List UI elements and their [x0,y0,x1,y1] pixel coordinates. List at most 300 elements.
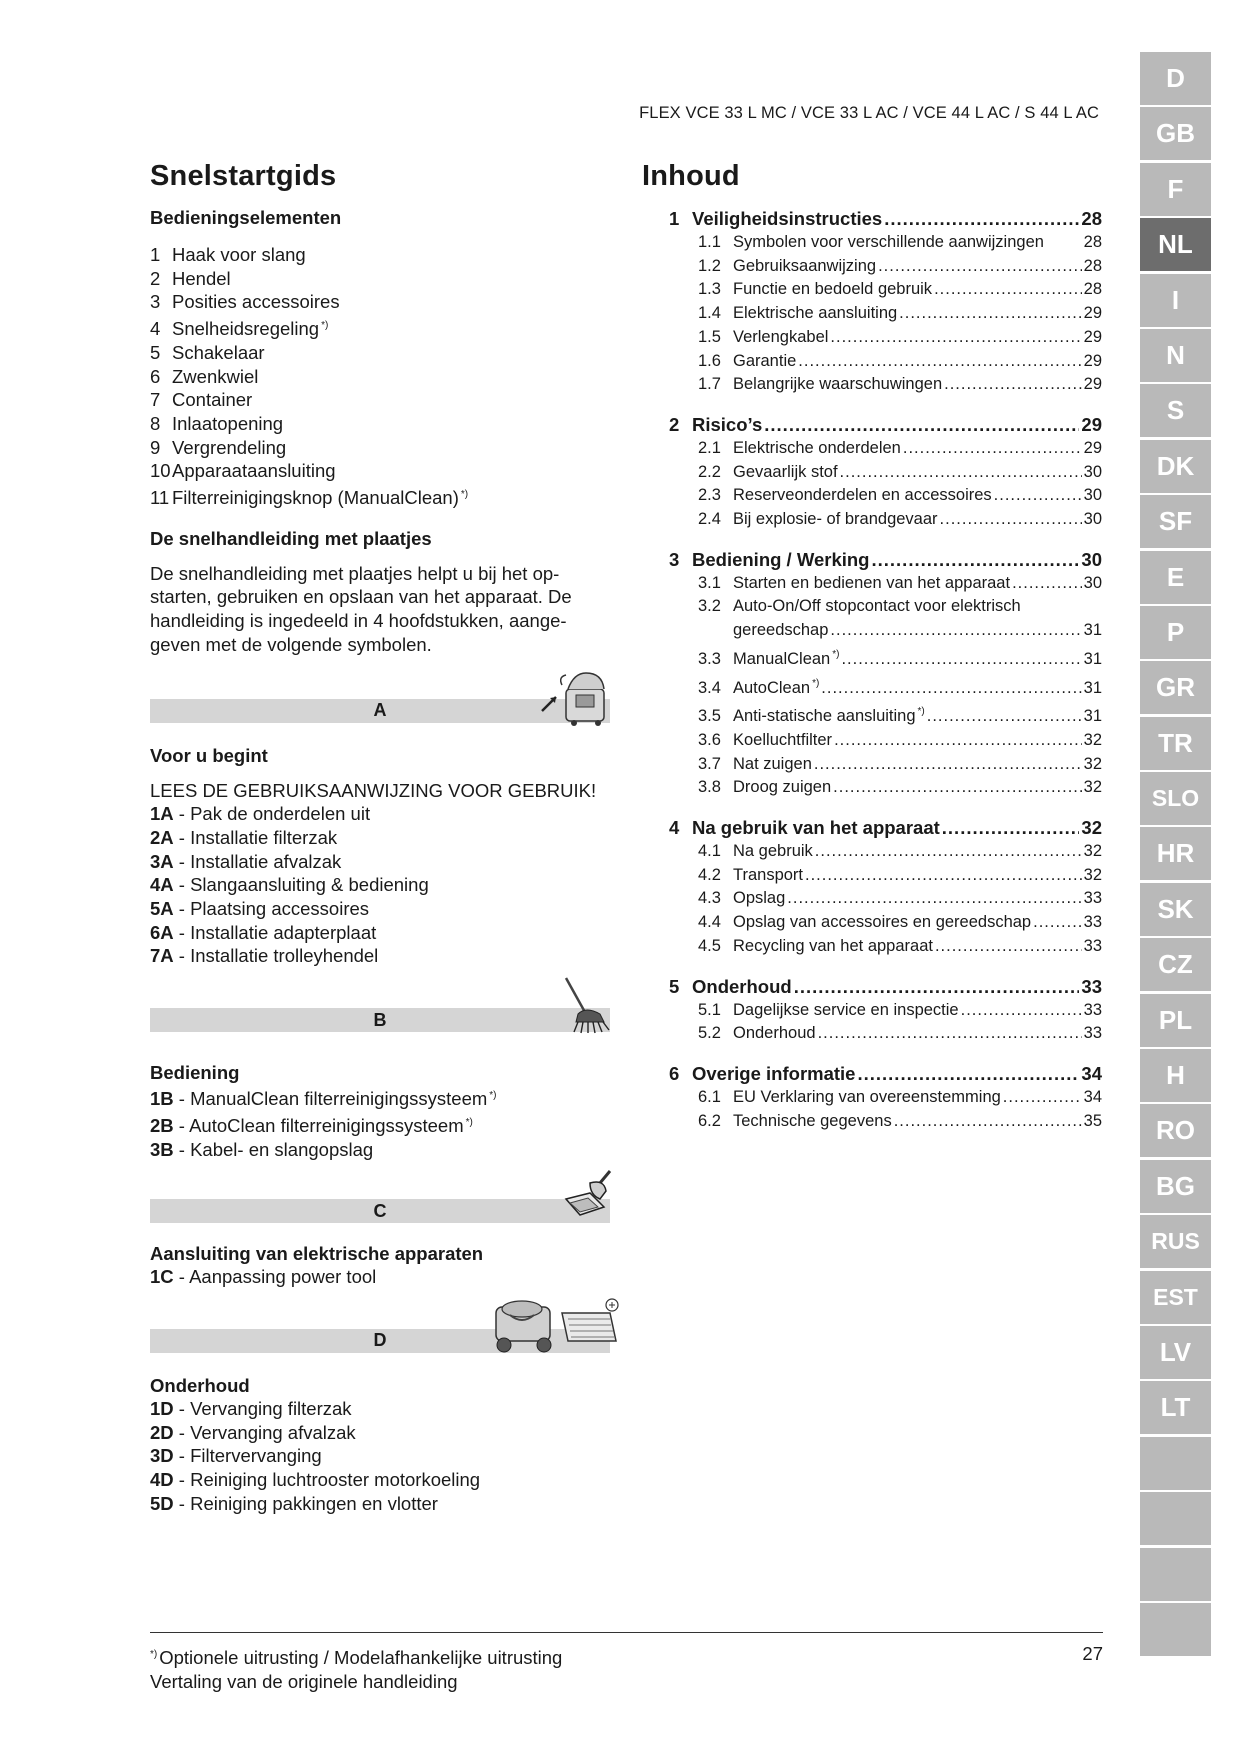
toc-sub-number: 1.1 [698,233,721,251]
toc-page: 30 [1083,573,1102,592]
toc-sub-title: Technische gegevens [733,1111,892,1130]
item-label: - Pak de onderdelen uit [173,803,371,825]
item-code: 4A [150,874,174,896]
toc-sub-title: Dagelijkse service en inspectie [733,1000,959,1019]
vacuum-unpack-icon [536,667,614,727]
toc-subsection[interactable] [642,350,1102,374]
control-item [150,267,610,291]
toc-sub-number: 3.1 [698,573,721,592]
toc-page: 31 [1083,621,1102,640]
toc-page: 32 [1081,817,1102,839]
language-tab-nl[interactable]: NL [1140,218,1211,271]
item-label: - Kabel- en slangopslag [173,1138,374,1160]
toc-sub-title: Gevaarlijk stof [733,462,838,481]
list-item [150,921,610,945]
toc-section-number: 1 [669,208,680,229]
toc-section [642,548,1102,800]
language-tab-empty-28 [1140,1603,1211,1656]
toc-subsection[interactable] [642,595,1102,642]
list-item [150,1265,610,1289]
toc-section-heading[interactable] [642,816,1102,840]
toc-section-row [670,548,1102,572]
toc-subsection[interactable] [642,1022,1102,1046]
language-tab-empty-25 [1140,1437,1211,1490]
language-tab-lv[interactable]: LV [1140,1326,1211,1379]
toc-section-number: 6 [669,1062,680,1084]
chapter-letter-a: A [373,700,387,721]
language-tab-empty-27 [1140,1548,1211,1601]
toc-sub-title: Opslag [733,889,786,908]
language-tab-pl[interactable]: PL [1140,994,1211,1047]
toc-leader [815,840,1082,864]
toc-sub-row [698,840,1102,864]
language-tab-empty-26 [1140,1492,1211,1545]
item-label: - ManualClean filterreinigingssysteem [173,1088,488,1110]
control-item [150,365,610,389]
toc-sub-number: 3.8 [698,778,721,797]
item-code: 2A [150,826,174,848]
toc-page: 30 [1083,486,1102,505]
toc-subsection[interactable] [642,643,1102,672]
control-label: Vergrendeling [172,436,287,458]
toc-sub-row [698,350,1102,374]
item-code: 1C [150,1266,174,1288]
control-number: 5 [150,341,161,363]
toc-leader [935,935,1082,959]
toc-page: 35 [1083,1111,1102,1130]
toc-section-title: Bediening / Werking [692,548,870,570]
language-tab-f[interactable]: F [1140,163,1211,216]
item-label: - Aanpassing power tool [173,1266,377,1288]
toc-leader [830,326,1081,350]
toc-sub-row [698,302,1102,326]
toc-leader [834,729,1082,753]
toc-section-title: Overige informatie [692,1062,856,1084]
toc-subsection[interactable] [642,1110,1102,1134]
list-item [150,944,610,968]
toc-page: 30 [1081,548,1102,570]
language-tab-est[interactable]: EST [1140,1271,1211,1324]
chapter-bar-a [150,699,610,723]
item-code: 3A [150,850,174,872]
toc-section-heading[interactable] [642,207,1102,231]
toc-section-heading[interactable] [642,548,1102,572]
toc-subsection[interactable] [642,255,1102,279]
chapter-d-heading: Onderhoud [150,1374,250,1396]
toc-leader [841,648,1081,672]
toc-leader [1012,572,1082,596]
toc-sub-row [698,1086,1102,1110]
toc-sub-row [698,326,1102,350]
language-tab-d[interactable]: D [1140,52,1211,105]
toc-subsection[interactable] [642,935,1102,959]
toc-sub-title: Auto-On/Off stopcontact voor elektrisch [733,597,1021,616]
toc-sub-title-wrap [698,864,803,888]
table-of-contents [642,207,1102,1133]
language-tab-cz[interactable]: CZ [1140,938,1211,991]
item-label: - Reiniging luchtrooster motorkoeling [173,1469,481,1491]
item-label: - Slangaansluiting & bediening [173,874,429,896]
toc-title: Inhoud [642,160,740,192]
item-code: 1A [150,803,174,825]
toc-subsection[interactable] [642,572,1102,596]
toc-sub-number: 3.6 [698,730,721,749]
footer-rule [150,1632,1103,1633]
list-item [150,1468,610,1492]
toc-sub-number: 5.2 [698,1024,721,1043]
toc-page: 33 [1083,1000,1102,1019]
control-number: 7 [150,389,161,411]
toc-page: 30 [1083,510,1102,529]
quickstart-column [150,160,610,1516]
language-tab-tr[interactable]: TR [1140,717,1211,770]
toc-sub-row [698,508,1102,532]
toc-sub-title: Transport [733,865,803,884]
toc-sub-row [698,255,1102,279]
toc-subsection[interactable] [642,672,1102,701]
toc-sub-title-wrap [698,231,1044,255]
toc-page: 33 [1083,889,1102,908]
toc-sub-row [698,672,1102,701]
controls-list [150,243,610,510]
toc-page: 28 [1081,208,1102,229]
control-label: Snelheidsregeling [172,318,320,340]
control-label: Zwenkwiel [172,365,259,387]
maintenance-icon [488,1295,624,1357]
toc-sub-title-wrap [698,484,992,508]
toc-subsection[interactable] [642,508,1102,532]
toc-leader [798,350,1081,374]
toc-sub-title: Verlengkabel [733,327,829,346]
toc-sub-number: 4.2 [698,865,721,884]
toc-section [642,975,1102,1046]
toc-subsection[interactable] [642,231,1102,255]
toc-page: 32 [1083,842,1102,861]
toc-sub-title: AutoClean [733,678,811,697]
toc-page: 33 [1083,936,1102,955]
page-number: 27 [1082,1643,1103,1664]
toc-section-heading[interactable] [642,1062,1102,1086]
toc-sub-title-wrap [698,1086,1001,1110]
toc-sub-title: Bij explosie- of brandgevaar [733,510,938,529]
guide-text: De snelhandleiding met plaatjes helpt u bij het opstarten, gebruiken en opslaan van het apparaat. De handleiding is ingedeeld in 4 hoofdstukken, aangegeven met de volgende symbolen. [150,562,572,655]
chapter-a-intro: LEES DE GEBRUIKSAANWIJZING VOOR GEBRUIK! [150,779,597,801]
toc-sub-number: 1.4 [698,304,721,323]
toc-sub-title: Garantie [733,351,797,370]
toc-sub-number: 3.2 [698,597,721,616]
language-tab-n[interactable]: N [1140,329,1211,382]
toc-sub-row [698,729,1102,753]
control-item [150,243,610,267]
toc-sub-number: 3.4 [698,678,721,697]
toc-sub-row [698,753,1102,777]
language-tab-h[interactable]: H [1140,1049,1211,1102]
optional-mark: *) [489,1090,497,1102]
toc-sub-title-wrap [698,1110,892,1134]
language-tab-lt[interactable]: LT [1140,1381,1211,1434]
toc-sub-row [698,231,1102,255]
control-label: Apparaataansluiting [172,460,336,482]
control-number: 4 [150,318,161,340]
toc-leader [927,705,1082,729]
toc-page: 32 [1083,754,1102,773]
chapter-d-list [150,1397,610,1516]
toc-sub-row [698,864,1102,888]
toc-page: 29 [1081,413,1102,435]
control-number: 11 [150,487,170,509]
toc-sub-title-cont: gereedschap [733,621,829,640]
toc-leader [961,999,1082,1023]
toc-subsection[interactable] [642,887,1102,911]
toc-page: 29 [1083,351,1102,370]
toc-section-number: 5 [669,975,680,997]
language-tabs [1140,52,1211,1658]
toc-sub-number: 3.7 [698,754,721,773]
toc-sub-title-wrap [698,437,901,461]
toc-sub-title-wrap [698,887,785,911]
control-item [150,290,610,314]
control-label: Container [172,389,253,411]
toc-page: 28 [1083,256,1102,275]
footer-translation: Vertaling van de originele handleiding [150,1671,458,1692]
toc-subsection[interactable] [642,437,1102,461]
toc-sub-title-wrap [698,1022,816,1046]
toc-sub-title-wrap [698,700,925,729]
toc-sub-number: 2.4 [698,510,721,529]
language-tab-sk[interactable]: SK [1140,883,1211,936]
toc-page: 32 [1083,865,1102,884]
toc-sub-number: 2.1 [698,438,721,457]
item-label: - Plaatsing accessoires [173,898,370,920]
toc-sub-row [698,935,1102,959]
toc-sub-number: 3.5 [698,707,721,726]
control-number: 8 [150,412,161,434]
toc-sub-title: Anti-statische aansluiting [733,707,916,726]
chapter-b-list [150,1084,610,1161]
toc-subsection[interactable] [642,999,1102,1023]
item-code: 1B [150,1088,174,1110]
item-code: 3D [150,1445,174,1467]
toc-sub-number: 6.2 [698,1111,721,1130]
control-number: 1 [150,244,161,265]
toc-subsection[interactable] [642,302,1102,326]
toc-section-title: Veiligheidsinstructies [692,208,883,229]
toc-sub-number: 5.1 [698,1000,721,1019]
toc-sub-title: Reserveonderdelen en accessoires [733,486,992,505]
control-item [150,459,610,483]
toc-sub-title-wrap [698,373,942,397]
chapter-letter-b: B [373,1009,387,1030]
toc-sub-row [698,437,1102,461]
toc-sub-title-wrap [698,643,839,672]
toc-sub-title-wrap [698,595,1021,619]
chapter-b-heading: Bediening [150,1062,240,1084]
item-code: 2D [150,1421,174,1443]
toc-sub-number: 1.2 [698,256,721,275]
footer-note [150,1643,562,1694]
language-tab-i[interactable]: I [1140,274,1211,327]
toc-sub-title: Na gebruik [733,842,813,861]
toc-sub-number: 1.6 [698,351,721,370]
toc-subsection[interactable] [642,729,1102,753]
controls-heading: Bedieningselementen [150,207,342,228]
toc-sub-title: Functie en bedoeld gebruik [733,280,933,299]
toc-leader [857,1062,1079,1086]
toc-sub-title-wrap [698,672,819,701]
toc-leader [794,975,1080,999]
toc-page: 32 [1083,778,1102,797]
item-code: 5A [150,898,174,920]
control-number: 10 [150,460,171,482]
toc-sub-row [698,911,1102,935]
toc-sub-row [698,887,1102,911]
toc-section-row [670,1062,1102,1086]
toc-section [642,413,1102,532]
toc-subsection[interactable] [642,864,1102,888]
toc-sub-title: Koelluchtfilter [733,730,833,749]
control-item [150,388,610,412]
list-item [150,802,610,826]
list-item [150,1397,610,1421]
language-tab-slo[interactable]: SLO [1140,772,1211,825]
toc-sub-row [698,999,1102,1023]
toc-page: 29 [1083,375,1102,394]
toc-subsection[interactable] [642,776,1102,800]
toc-leader [1003,1086,1082,1110]
language-tab-ro[interactable]: RO [1140,1104,1211,1157]
language-tab-rus[interactable]: RUS [1140,1215,1211,1268]
toc-sub-row [698,595,1102,619]
item-code: 2B [150,1114,174,1136]
toc-subsection[interactable] [642,484,1102,508]
toc-subsection[interactable] [642,373,1102,397]
language-tab-gr[interactable]: GR [1140,661,1211,714]
item-code: 3B [150,1138,174,1160]
toc-sub-title-wrap [698,753,812,777]
toc-sub-row [698,776,1102,800]
language-tab-dk[interactable]: DK [1140,440,1211,493]
item-code: 4D [150,1469,174,1491]
toc-section-row [670,975,1102,999]
chapter-letter-c: C [373,1200,387,1221]
toc-subsection[interactable] [642,1086,1102,1110]
toc-sub-row [698,643,1102,672]
toc-leader [944,373,1082,397]
toc-sub-title: Symbolen voor verschillende aanwijzingen [733,233,1044,251]
toc-section-number: 4 [669,817,680,839]
control-item [150,314,610,341]
toc-section-row [670,413,1102,437]
toc-sub-title-wrap [698,326,828,350]
toc-section-heading[interactable] [642,975,1102,999]
toc-leader [833,776,1081,800]
list-item [150,826,610,850]
toc-sub-row [698,461,1102,485]
toc-sub-title: Opslag van accessoires en gereedschap [733,913,1032,932]
language-tab-s[interactable]: S [1140,384,1211,437]
toc-column [642,160,1102,1149]
toc-sub-title-wrap [698,840,813,864]
toc-sub-row [698,700,1102,729]
toc-sub-title-wrap [698,999,959,1023]
language-tab-bg[interactable]: BG [1140,1160,1211,1213]
toc-sub-title-wrap [698,911,1031,935]
toc-sub-title: Starten en bedienen van het apparaat [733,573,1011,592]
toc-section [642,1062,1102,1133]
control-number: 6 [150,365,161,387]
toc-leader [894,1110,1082,1134]
language-tab-gb[interactable]: GB [1140,107,1211,160]
toc-subsection[interactable] [642,840,1102,864]
toc-sub-title: Elektrische onderdelen [733,438,901,457]
control-number: 3 [150,291,161,313]
toc-sub-row [698,278,1102,302]
toc-subsection[interactable] [642,461,1102,485]
optional-mark: *) [321,320,329,332]
toc-page: 31 [1083,678,1102,697]
power-tool-icon [560,1169,614,1227]
toc-subsection[interactable] [642,278,1102,302]
control-label: Inlaatopening [172,412,284,434]
toc-subsection[interactable] [642,911,1102,935]
toc-subsection[interactable] [642,700,1102,729]
control-item [150,412,610,436]
toc-page: 28 [1083,233,1102,251]
language-tab-hr[interactable]: HR [1140,827,1211,880]
toc-page: 33 [1081,975,1102,997]
chapter-bar-d [150,1329,610,1353]
language-tab-e[interactable]: E [1140,551,1211,604]
optional-mark: *) [812,677,820,689]
toc-sub-number: 1.3 [698,280,721,299]
toc-section [642,207,1102,397]
toc-sub-title-wrap [698,278,932,302]
toc-subsection[interactable] [642,753,1102,777]
toc-leader [821,677,1081,701]
language-tab-p[interactable]: P [1140,606,1211,659]
toc-leader [830,619,1081,643]
toc-sub-title: Onderhoud [733,1024,816,1043]
toc-section [642,816,1102,959]
item-code: 5D [150,1492,174,1514]
toc-subsection[interactable] [642,326,1102,350]
toc-section-title: Na gebruik van het apparaat [692,817,940,839]
control-number: 2 [150,267,161,289]
toc-sub-number: 4.3 [698,889,721,908]
item-label: - Installatie afvalzak [173,850,342,872]
toc-sub-row [698,373,1102,397]
list-item [150,1444,610,1468]
optional-mark: *) [460,489,469,501]
model-header: FLEX VCE 33 L MC / VCE 33 L AC / VCE 44 L AC / S 44 L AC [639,104,1099,122]
toc-page: 34 [1083,1087,1102,1106]
language-tab-sf[interactable]: SF [1140,495,1211,548]
toc-sub-title-wrap [698,572,1010,596]
toc-leader [1033,911,1082,935]
toc-section-heading[interactable] [642,413,1102,437]
control-number: 9 [150,436,161,458]
item-code: 1D [150,1397,174,1419]
toc-sub-number: 4.4 [698,913,721,932]
footer-note-mark: *) [150,1649,158,1660]
toc-sub-number: 3.3 [698,649,721,668]
toc-leader [994,484,1082,508]
control-label: Posities accessoires [172,291,340,313]
toc-sub-row [698,1022,1102,1046]
toc-leader [787,887,1081,911]
list-item [150,1421,610,1445]
toc-leader [884,207,1079,231]
